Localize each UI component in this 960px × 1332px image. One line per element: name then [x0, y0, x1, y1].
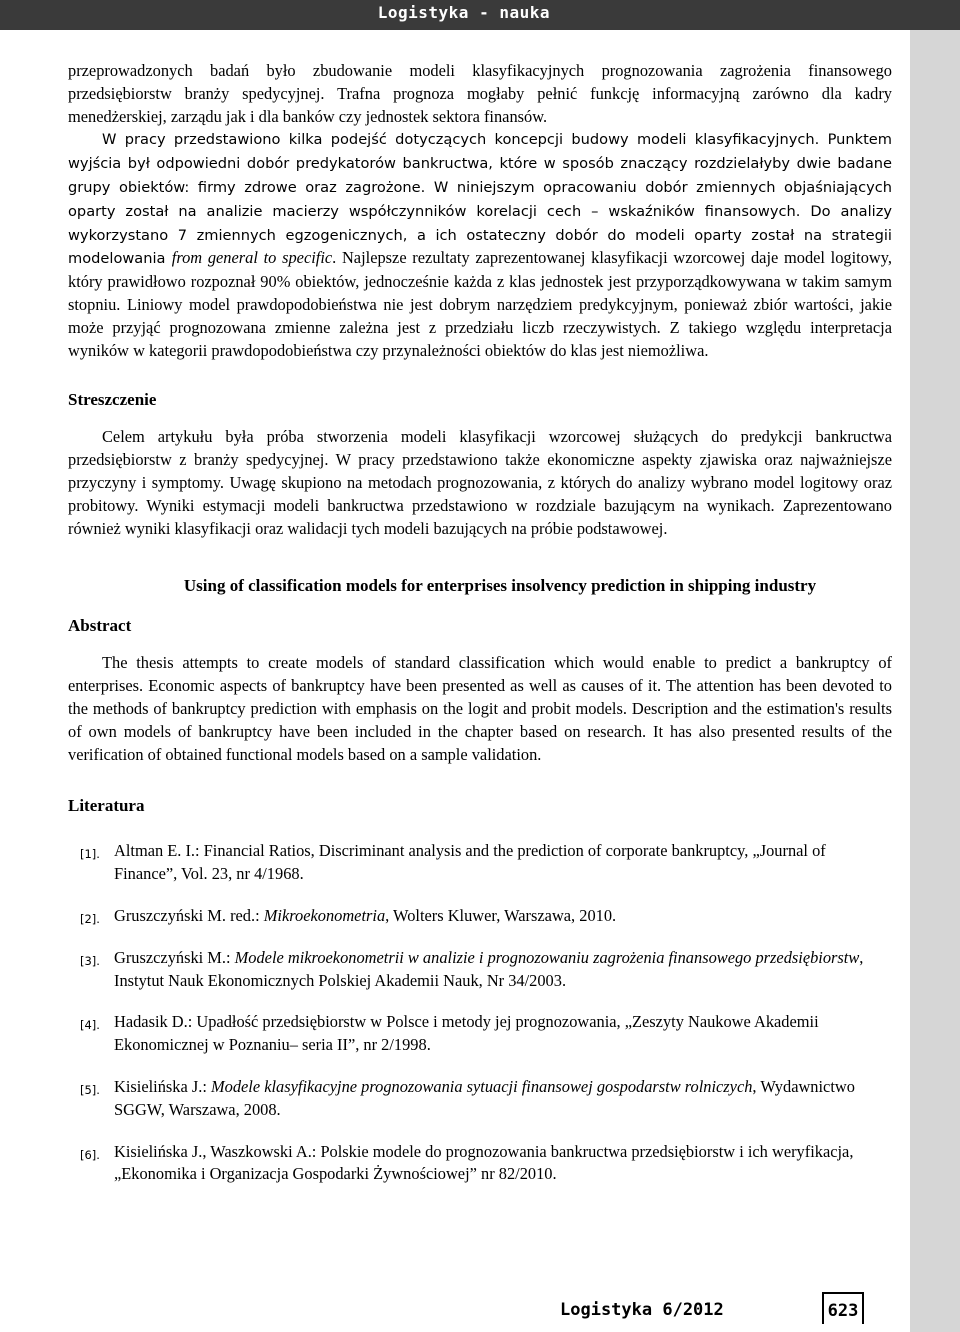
journal-section-title: Logistyka - nauka: [377, 3, 550, 22]
reference-title: Mikroekonometria: [263, 905, 386, 925]
header-bar: [0, 0, 960, 30]
reference-text: Kisielińska J.:: [114, 1076, 211, 1096]
reference-number: [5].: [80, 1082, 100, 1097]
literatura-heading: Literatura: [68, 796, 145, 816]
reference-text: , Wolters Kluwer, Warszawa, 2010.: [385, 905, 617, 925]
intro-italic-phrase: from general to specific: [171, 248, 333, 268]
reference-number: [6].: [80, 1147, 100, 1162]
reference-item: [68, 947, 892, 993]
footer-journal: Logistyka 6/2012: [560, 1300, 724, 1320]
reference-text: , Instytut Nauk Ekonomicznych Polskiej Akademii Nauk, Nr 34/2003.: [114, 947, 864, 990]
intro-paragraph-2-a: W niniejszym opracowaniu dobór zmiennych objaśniających oparty został na analizie macierzy współczynników korelacji cech – wskaźników finansowych. Do analizy wykorzystano 7 zmiennych egzogenicznych, a ich ostateczny dobór do modeli oparty został na strategii modelowania: [68, 178, 893, 268]
reference-item: [68, 905, 892, 928]
english-title: Using of classification models for enterprises insolvency prediction in shipping industry: [183, 576, 817, 596]
reference-list: [68, 840, 892, 1186]
page-content: [68, 60, 892, 1205]
reference-item: [68, 1011, 892, 1057]
reference-item: [68, 840, 892, 886]
reference-item: [68, 1141, 892, 1187]
intro-paragraph-2-b: . Najlepsze rezultaty zaprezentowanej klasyfikacji wzorcowej daje model logitowy, który prawidłowo rozpoznał 90% obiektów, jednocześnie każda z klas jednostek jest przyporządkowywana w takim samym stopniu. Liniowy model prawdopodobieństwa nie jest dobrym narzędziem predykcyjnym, ponieważ zbiór wartości, jakie może przyjąć prognozowana zmienne zależna jest z przedziału liczb rzeczywistych. Z takiego względu interpretacja wyników w kategorii prawdopodobieństwa czy przynależności obiektów do klas jest niemożliwa.: [68, 248, 892, 360]
reference-number: [4].: [80, 1018, 100, 1033]
side-strip: [910, 30, 960, 1332]
reference-title: Modele mikroekonometrii w analizie i prognozowaniu zagrożenia finansowego przedsiębiorstw: [234, 947, 860, 967]
page-number: 623: [822, 1292, 864, 1324]
intro-paragraph-2-sans: W pracy przedstawiono kilka podejść dotyczących koncepcji budowy modeli klasyfikacyjnych. Punktem wyjścia był odpowiedni dobór predykatorów bankructwa, które w sposób znaczący rozdzielałyby dwie badane grupy obiektów: firmy zdrowe oraz zagrożone.: [68, 131, 892, 196]
reference-text: Kisielińska J., Waszkowski A.: Polskie modele do prognozowania bankructwa przedsiębiorstw i ich weryfikacja, „Ekonomika i Organizacja Gospodarki Żywnościowej” nr 82/2010.: [114, 1141, 854, 1184]
reference-text: Gruszczyński M.:: [114, 947, 235, 967]
reference-text: , Wydawnictwo SGGW, Warszawa, 2008.: [114, 1076, 855, 1119]
abstract-heading: Abstract: [68, 616, 132, 636]
streszczenie-text: Celem artykułu była próba stworzenia modeli klasyfikacji wzorcowej służących do predykcji bankructwa przedsiębiorstw z branży spedycyjnej. W pracy przedstawiono także ekonomiczne aspekty zjawiska oraz najważniejsze przyczyny i symptomy. Uwagę skupiono na metodach prognozowania, z których do analizy wybrano model logitowy oraz probitowy. Wyniki estymacji modeli bankructwa przedstawiono w rozdziale bazującym na wynikach. Zaprezentowano również wyniki klasyfikacji oraz walidacji tych modeli bazujących na próbie podstawowej.: [68, 427, 892, 538]
intro-paragraph-1: przeprowadzonych badań było zbudowanie modeli klasyfikacyjnych prognozowania zagrożenia finansowego przedsiębiorstw branży spedycyjnej. Trafna prognoza mogłaby pełnić funkcję informacyjną zarówno dla kadry menedżerskiej, zarządu jak i dla banków czy jednostek sektora finansów.: [68, 61, 892, 126]
reference-text: Altman E. I.: Financial Ratios, Discriminant analysis and the prediction of corporate bankruptcy, „Journal of Finance”, Vol. 23, nr 4/1968.: [114, 841, 826, 884]
streszczenie-heading: Streszczenie: [68, 390, 157, 410]
reference-item: [68, 1076, 892, 1122]
reference-number: [3].: [80, 953, 100, 968]
intro-paragraph-2: [68, 128, 892, 362]
reference-text: Gruszczyński M. red.:: [114, 905, 264, 925]
reference-text: Hadasik D.: Upadłość przedsiębiorstw w Polsce i metody jej prognozowania, „Zeszyty Naukowe Akademii Ekonomicznej w Poznaniu– seria II”, nr 2/1998.: [114, 1012, 819, 1055]
abstract-text: The thesis attempts to create models of standard classification which would enable to predict a bankruptcy of enterprises. Economic aspects of bankruptcy have been presented as well as causes of it. The attention has been devoted to the methods of bankruptcy prediction with emphasis on the logit and probit models. Description and the estimation's results of own models of bankruptcy have been included in the chapter based on research. It has also presented results of the verification of obtained functional models based on a sample validation.: [68, 653, 892, 764]
reference-number: [1].: [80, 847, 100, 862]
reference-number: [2].: [80, 911, 100, 926]
reference-title: Modele klasyfikacyjne prognozowania sytuacji finansowej gospodarstw rolniczych: [210, 1076, 753, 1096]
